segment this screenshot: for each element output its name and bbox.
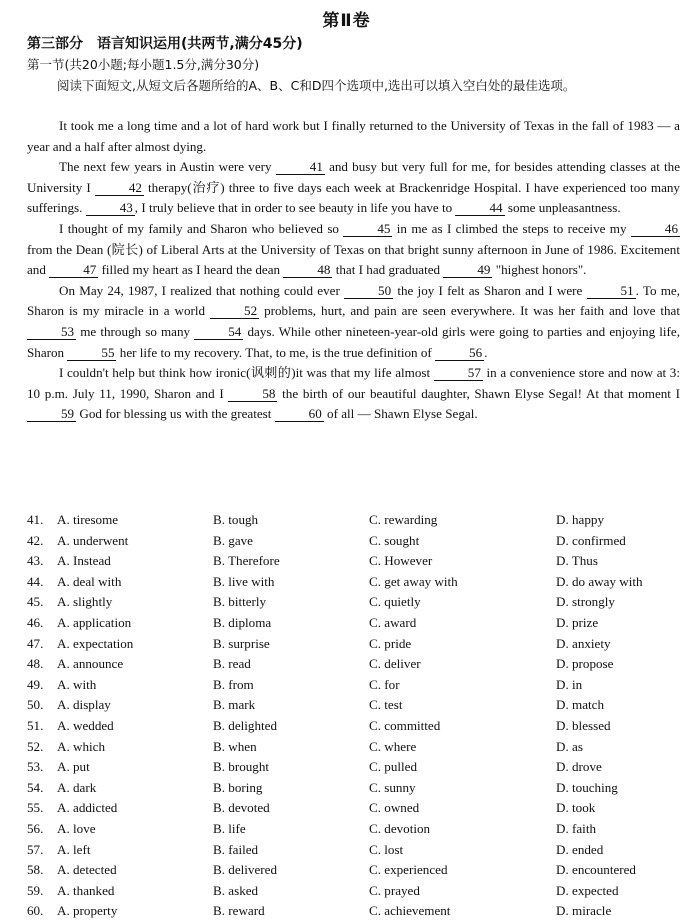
option-c[interactable]: C. test <box>369 697 403 713</box>
option-d[interactable]: D. miracle <box>556 903 612 919</box>
instructions: 阅读下面短文,从短文后各题所给的A、B、C和D四个选项中,选出可以填入空白处的最佳选项。 <box>57 78 576 93</box>
question-number: 60. <box>27 903 44 919</box>
option-d[interactable]: D. strongly <box>556 594 615 610</box>
option-a[interactable]: A. which <box>57 738 106 754</box>
question-options-row <box>27 881 687 902</box>
passage-text: God for blessing us with the greatest <box>79 406 272 422</box>
blank-43: 43 <box>86 200 135 216</box>
option-c[interactable]: C. devotion <box>369 820 431 836</box>
option-c[interactable]: C. prayed <box>369 882 420 898</box>
question-options-row <box>27 634 687 655</box>
option-a[interactable]: A. slightly <box>57 594 113 610</box>
question-options-row <box>27 840 687 861</box>
passage-text: The next few years in Austin were very <box>59 159 272 175</box>
option-d[interactable]: D. as <box>556 738 583 754</box>
option-d[interactable]: D. happy <box>556 512 605 527</box>
option-d[interactable]: D. drove <box>556 759 602 775</box>
passage-text: therapy(治疗) three to five days each week at Brackenridge Hospital. I have experienced too many sufferings. <box>27 179 680 216</box>
option-b[interactable]: B. surprise <box>213 635 270 651</box>
passage-text: filled my heart as I heard the dean <box>101 262 281 278</box>
option-d[interactable]: D. touching <box>556 779 618 795</box>
option-c[interactable]: C. pride <box>369 635 412 651</box>
option-c[interactable]: C. owned <box>369 800 420 816</box>
passage-text: On May 24, 1987, I realized that nothing could ever <box>59 282 340 298</box>
blank-46: 46 <box>631 221 680 237</box>
question-options-row <box>27 737 687 758</box>
question-options-row <box>27 592 687 613</box>
question-options-row <box>27 757 687 778</box>
option-b[interactable]: B. gave <box>213 532 253 548</box>
passage-text: It took me a long time and a lot of hard work but I finally returned to the University of Texas in the fall of 1983 — a year and a half after almost dying. <box>27 118 680 154</box>
question-options-row <box>27 695 687 716</box>
option-d[interactable]: D. in <box>556 676 583 692</box>
blank-56: 56 <box>435 345 484 361</box>
option-a[interactable]: A. with <box>57 676 97 692</box>
option-d[interactable]: D. Thus <box>556 553 598 569</box>
option-a[interactable]: A. love <box>57 820 96 836</box>
question-options-row <box>27 654 687 675</box>
option-a[interactable]: A. expectation <box>57 635 134 651</box>
option-a[interactable]: A. tiresome <box>57 512 119 527</box>
question-number: 54. <box>27 779 44 795</box>
option-a[interactable]: A. property <box>57 903 118 919</box>
option-b[interactable]: B. asked <box>213 882 259 898</box>
question-number: 45. <box>27 594 44 610</box>
option-b[interactable]: B. devoted <box>213 800 270 816</box>
question-number: 43. <box>27 553 44 569</box>
option-c[interactable]: C. for <box>369 676 400 692</box>
option-b[interactable]: B. boring <box>213 779 263 795</box>
section-title: 语言知识运用(共两节,满分45分) <box>97 36 303 52</box>
question-number: 42. <box>27 532 44 548</box>
option-d[interactable]: D. blessed <box>556 717 611 733</box>
blank-49: 49 <box>443 262 492 278</box>
option-c[interactable]: C. sought <box>369 532 420 548</box>
question-number: 47. <box>27 635 44 651</box>
option-d[interactable]: D. took <box>556 800 596 816</box>
passage-text: some unpleasantness. <box>507 200 621 216</box>
option-c[interactable]: C. rewarding <box>369 512 438 527</box>
blank-53: 53 <box>27 324 76 340</box>
option-a[interactable]: A. wedded <box>57 717 114 733</box>
option-d[interactable]: D. ended <box>556 841 604 857</box>
passage-text: I couldn't help but think how ironic(讽刺的)it was that my life almost <box>59 365 431 381</box>
blank-52: 52 <box>210 303 259 319</box>
blank-50: 50 <box>344 283 393 299</box>
options-list <box>27 510 687 922</box>
option-c[interactable]: C. experienced <box>369 862 448 878</box>
paragraph-3 <box>27 219 680 281</box>
option-b[interactable]: B. reward <box>213 903 265 919</box>
question-options-row <box>27 798 687 819</box>
option-c[interactable]: C. get away with <box>369 573 458 589</box>
paragraph-2 <box>27 157 680 219</box>
option-b[interactable]: B. brought <box>213 759 270 775</box>
option-c[interactable]: C. deliver <box>369 656 421 672</box>
question-number: 59. <box>27 882 44 898</box>
question-options-row <box>27 901 687 922</box>
passage-text: her life to my recovery. That, to me, is the true definition of <box>119 344 432 360</box>
option-b[interactable]: B. life <box>213 820 246 836</box>
question-options-row <box>27 510 687 531</box>
passage-text: I thought of my family and Sharon who believed so <box>59 220 339 236</box>
question-options-row <box>27 613 687 634</box>
question-number: 55. <box>27 800 44 816</box>
blank-57: 57 <box>434 365 483 381</box>
question-options-row <box>27 860 687 881</box>
blank-60: 60 <box>275 406 324 422</box>
cloze-passage <box>27 116 680 425</box>
option-c[interactable]: C. pulled <box>369 759 418 775</box>
passage-text: the joy I felt as Sharon and I were <box>397 282 583 298</box>
passage-text: the birth of our beautiful daughter, Shawn Elyse Segal! At that moment I <box>282 385 680 401</box>
section-heading <box>27 33 303 53</box>
question-options-row <box>27 675 687 696</box>
option-b[interactable]: B. read <box>213 656 251 672</box>
passage-text: "highest honors". <box>495 262 587 278</box>
option-c[interactable]: C. However <box>369 553 433 569</box>
question-number: 46. <box>27 614 44 630</box>
option-d[interactable]: D. match <box>556 697 604 713</box>
option-b[interactable]: B. failed <box>213 841 259 857</box>
option-d[interactable]: D. do away with <box>556 573 643 589</box>
option-a[interactable]: A. underwent <box>57 532 129 548</box>
option-d[interactable]: D. anxiety <box>556 635 611 651</box>
blank-44: 44 <box>455 200 504 216</box>
question-number: 48. <box>27 656 44 672</box>
option-c[interactable]: C. committed <box>369 717 441 733</box>
passage-text: that I had graduated <box>335 262 441 278</box>
blank-55: 55 <box>67 345 116 361</box>
passage-text: problems, hurt, and pain are seen everywhere. It was her faith and love that <box>264 303 680 319</box>
question-options-row <box>27 551 687 572</box>
question-number: 50. <box>27 697 44 713</box>
blank-42: 42 <box>95 180 144 196</box>
option-d[interactable]: D. propose <box>556 656 614 672</box>
question-number: 57. <box>27 841 44 857</box>
option-a[interactable]: A. thanked <box>57 882 115 898</box>
option-a[interactable]: A. display <box>57 697 111 713</box>
option-a[interactable]: A. Instead <box>57 553 111 569</box>
option-c[interactable]: C. sunny <box>369 779 416 795</box>
question-number: 52. <box>27 738 44 754</box>
question-options-row <box>27 716 687 737</box>
passage-text: . To me, Sharon is my miracle in a world <box>27 282 680 319</box>
question-options-row <box>27 572 687 593</box>
passage-text: from the Dean (院长) of Liberal Arts at the University of Texas on that bright sunny afternoon in June of 1986. Excitement and <box>27 241 680 278</box>
option-c[interactable]: C. award <box>369 614 417 630</box>
question-options-row <box>27 531 687 552</box>
question-options-row <box>27 778 687 799</box>
option-b[interactable]: B. live with <box>213 573 275 589</box>
blank-48: 48 <box>283 262 332 278</box>
paragraph-1 <box>27 116 680 157</box>
paper-title: 第Ⅱ卷 <box>322 11 371 31</box>
question-number: 58. <box>27 862 44 878</box>
blank-47: 47 <box>49 262 98 278</box>
option-a[interactable]: A. deal with <box>57 573 122 589</box>
option-b[interactable]: B. diploma <box>213 614 272 630</box>
option-d[interactable]: D. confirmed <box>556 532 626 548</box>
option-a[interactable]: A. left <box>57 841 91 857</box>
passage-text: , I truly believe that in order to see beauty in life you have to <box>134 200 453 216</box>
option-d[interactable]: D. encountered <box>556 862 636 878</box>
option-b[interactable]: B. from <box>213 676 254 692</box>
option-c[interactable]: C. achievement <box>369 903 451 919</box>
question-number: 44. <box>27 573 44 589</box>
blank-58: 58 <box>228 386 277 402</box>
option-b[interactable]: B. mark <box>213 697 256 713</box>
passage-text: days. While other nineteen-year-old girls were going to parties and enjoying life, Sharon <box>27 323 680 360</box>
option-a[interactable]: A. put <box>57 759 90 775</box>
paragraph-5 <box>27 363 680 425</box>
blank-51: 51 <box>587 283 636 299</box>
question-number: 41. <box>27 512 44 527</box>
option-b[interactable]: B. when <box>213 738 257 754</box>
question-number: 56. <box>27 820 44 836</box>
option-b[interactable]: B. delivered <box>213 862 277 878</box>
option-a[interactable]: A. application <box>57 614 132 630</box>
question-options-row <box>27 819 687 840</box>
blank-45: 45 <box>343 221 392 237</box>
option-c[interactable]: C. quietly <box>369 594 421 610</box>
blank-59: 59 <box>27 406 76 422</box>
option-b[interactable]: B. tough <box>213 512 259 527</box>
section-name: 第三部分 <box>27 36 83 52</box>
question-number: 49. <box>27 676 44 692</box>
option-a[interactable]: A. addicted <box>57 800 118 816</box>
passage-text: . <box>484 344 488 360</box>
blank-41: 41 <box>276 159 325 175</box>
option-c[interactable]: C. where <box>369 738 417 754</box>
option-c[interactable]: C. lost <box>369 841 404 857</box>
subsection-heading: 第一节(共20小题;每小题1.5分,满分30分) <box>27 57 260 72</box>
passage-text: and busy but very full for me, for besides attending classes at the University I <box>27 159 681 195</box>
option-d[interactable]: D. prize <box>556 614 599 630</box>
question-number: 51. <box>27 717 44 733</box>
option-a[interactable]: A. detected <box>57 862 117 878</box>
question-number: 53. <box>27 759 44 775</box>
paragraph-4 <box>27 281 680 363</box>
option-a[interactable]: A. dark <box>57 779 97 795</box>
option-a[interactable]: A. announce <box>57 656 124 672</box>
option-b[interactable]: B. bitterly <box>213 594 267 610</box>
passage-text: in me as I climbed the steps to receive my <box>396 220 627 236</box>
option-b[interactable]: B. Therefore <box>213 553 280 569</box>
option-d[interactable]: D. expected <box>556 882 619 898</box>
passage-text: me through so many <box>80 323 191 339</box>
passage-text: in a convenience store and now at 3: 10 p.m. July 11, 1990, Sharon and I <box>27 365 680 401</box>
option-d[interactable]: D. faith <box>556 820 596 836</box>
passage-text: of all — Shawn Elyse Segal. <box>327 406 478 422</box>
blank-54: 54 <box>194 324 243 340</box>
option-b[interactable]: B. delighted <box>213 717 278 733</box>
